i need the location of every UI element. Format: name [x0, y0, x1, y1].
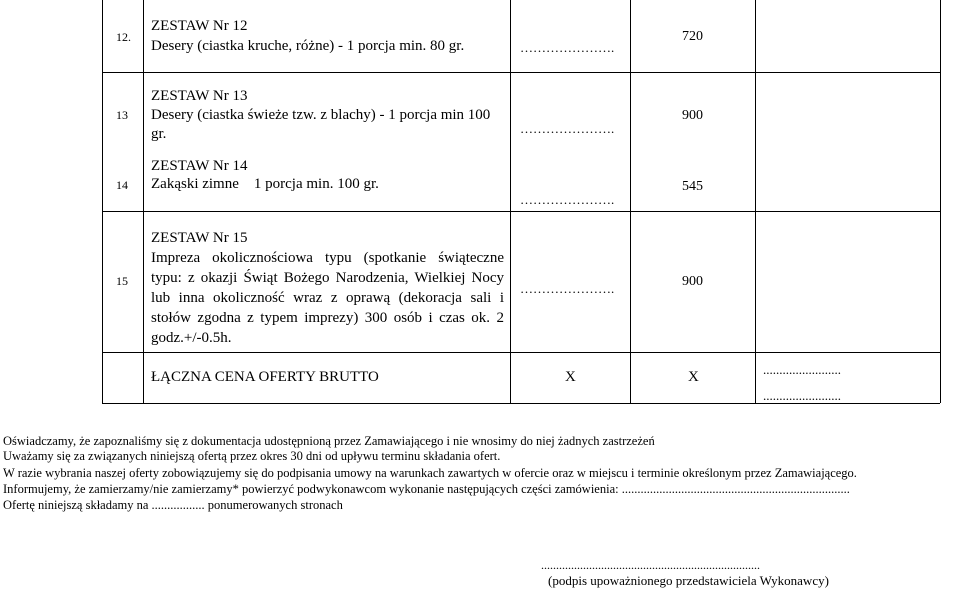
price-placeholder: ………………….: [520, 192, 615, 207]
total-price-placeholder: ........................: [763, 388, 841, 403]
declaration-line: Informujemy, że zamierzamy/nie zamierzamy* powierzyć podwykonawcom wykonanie następujących części zamówienia: .........................................................................: [3, 482, 850, 496]
row-number: 15: [116, 274, 128, 288]
price-placeholder: ………………….: [520, 121, 615, 136]
declaration-line: W razie wybrania naszej oferty zobowiązujemy się do podpisania umowy na warunkach zawartych w ofercie oraz w miejscu i terminie określonym przez Zamawiającego.: [3, 466, 857, 480]
declaration-line: Oświadczamy, że zapoznaliśmy się z dokumentacja udostępnioną przez Zamawiającego i nie wnosimy do niej żadnych zastrzeżeń: [3, 434, 655, 448]
total-price-placeholder: ........................: [763, 362, 841, 377]
table-border-col4: [630, 0, 631, 403]
price-value: 720: [682, 29, 703, 44]
total-x-mark: X: [688, 369, 699, 385]
set-description-continued: gr.: [151, 126, 167, 142]
set-description: Impreza okolicznościowa typu (spotkanie świąteczne typu: z okazji Świąt Bożego Narodzenia, Wielkiej Nocy lub inna okoliczność wraz z oprawą (dekoracja sali i stołów zgodna z typem imprezy) 300 osób i czas ok. 2 godz.+/-0.5h.: [151, 250, 504, 346]
row-divider: [102, 72, 940, 73]
declaration-line: Uważamy się za związanych niniejszą ofertą przez okres 30 dni od upływu terminu składania ofert.: [3, 449, 501, 463]
row-number: 12.: [116, 30, 131, 44]
price-value: 900: [682, 108, 703, 123]
table-border-col3: [510, 0, 511, 403]
set-description: Desery (ciastka kruche, różne) - 1 porcja min. 80 gr.: [151, 38, 465, 54]
signature-label: (podpis upoważnionego przedstawiciela Wykonawcy): [548, 573, 829, 588]
set-title: ZESTAW Nr 15: [151, 230, 248, 246]
set-description: Desery (ciastka świeże tzw. z blachy) - 1 porcja min 100: [151, 107, 491, 123]
set-description: Zakąski zimne 1 porcja min. 100 gr.: [151, 176, 379, 192]
declaration-line: Ofertę niniejszą składamy na ................. ponumerowanych stronach: [3, 498, 343, 512]
price-value: 545: [682, 179, 703, 194]
set-title: ZESTAW Nr 13: [151, 88, 248, 104]
set-title: ZESTAW Nr 14: [151, 158, 248, 174]
row-divider: [102, 352, 940, 353]
price-placeholder: ………………….: [520, 40, 615, 55]
price-placeholder: ………………….: [520, 281, 615, 296]
table-border-col5: [755, 0, 756, 403]
price-value: 900: [682, 274, 703, 289]
signature-line: .........................................................................: [541, 558, 760, 572]
table-border-left: [102, 0, 103, 403]
row-number: 13: [116, 108, 128, 122]
set-title: ZESTAW Nr 12: [151, 18, 248, 34]
total-x-mark: X: [565, 369, 576, 385]
row-divider: [102, 211, 940, 212]
row-number: 14: [116, 178, 128, 192]
table-border-right: [940, 0, 941, 403]
total-label: ŁĄCZNA CENA OFERTY BRUTTO: [151, 369, 379, 385]
table-border-col2: [143, 0, 144, 403]
